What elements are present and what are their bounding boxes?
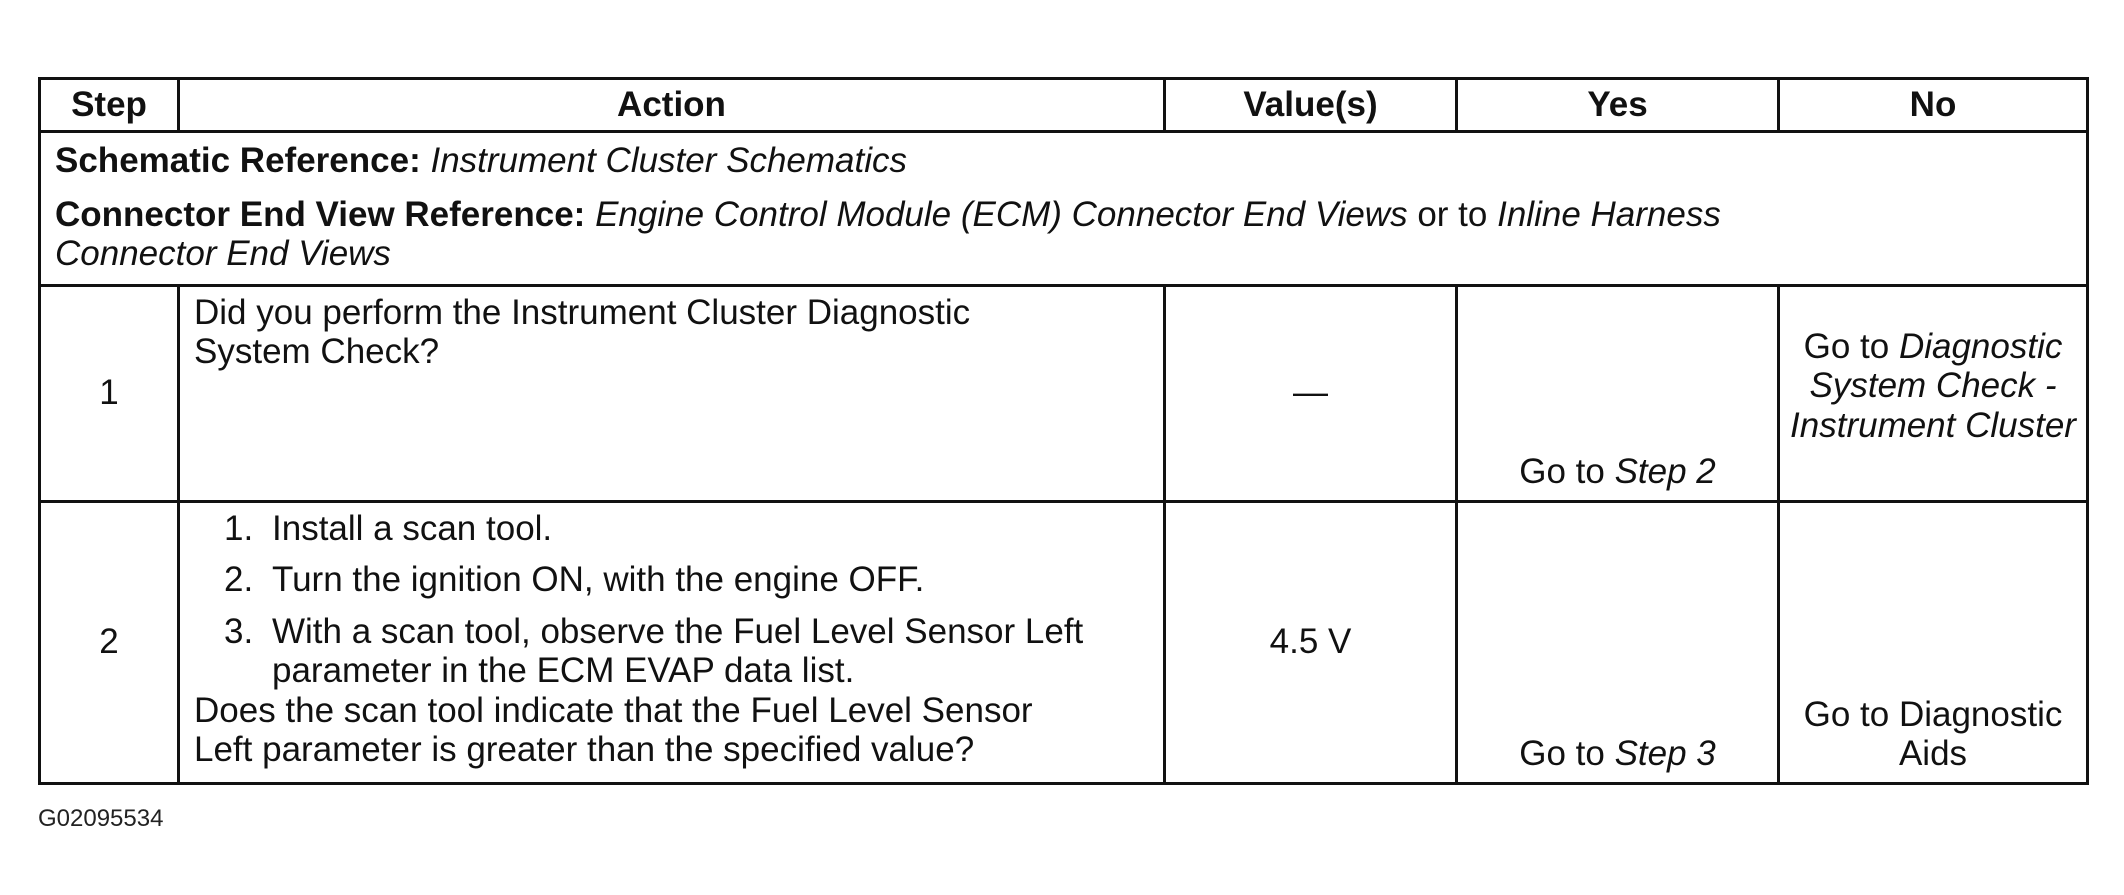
schematic-reference [55, 141, 2072, 181]
diagnostic-table [38, 77, 2089, 785]
yes-prefix: Go to [1519, 734, 1605, 774]
yes-target: Step 2 [1614, 452, 1716, 492]
connector-reference-value-1: Engine Control Module (ECM) Connector End Views [595, 194, 1408, 234]
table-row [40, 285, 2088, 501]
action-text [179, 501, 1165, 783]
schematic-reference-value: Instrument Cluster Schematics [430, 141, 908, 180]
connector-reference-value-2: Inline Harness Connector End Views [55, 194, 1721, 274]
header-no: No [1779, 79, 2088, 132]
step-number: 2 [40, 501, 179, 783]
action-text [179, 285, 1165, 501]
references-row [40, 132, 2088, 286]
references-cell [40, 132, 2088, 286]
list-item [194, 612, 1149, 691]
header-yes: Yes [1457, 79, 1779, 132]
header-step: Step [40, 79, 179, 132]
no-cell [1779, 501, 2088, 783]
connector-reference [55, 195, 2072, 274]
list-item [194, 509, 1149, 549]
substep-text: Install a scan tool. [272, 508, 553, 548]
yes-prefix: Go to [1519, 452, 1605, 492]
no-text: Go to Diagnostic Aids [1803, 694, 2063, 774]
value-cell: — [1165, 285, 1457, 501]
schematic-reference-label: Schematic Reference: [55, 141, 421, 180]
connector-reference-joiner: or to [1417, 194, 1488, 234]
substep-number: 1. [224, 508, 254, 548]
table-row [40, 501, 2088, 783]
diagnostic-table-container [38, 77, 2086, 785]
step-number: 1 [40, 285, 179, 501]
yes-target: Step 3 [1614, 734, 1716, 774]
list-item [194, 560, 1149, 600]
no-target: Diagnostic System Check - Instrument Cluster [1790, 326, 2076, 445]
no-cell [1779, 285, 2088, 501]
action-question: Did you perform the Instrument Cluster Diagnostic System Check? [194, 292, 971, 372]
header-row [40, 79, 2088, 132]
figure-id: G02095534 [38, 805, 164, 832]
yes-cell [1457, 285, 1779, 501]
value-cell: 4.5 V [1165, 501, 1457, 783]
substep-text: Turn the ignition ON, with the engine OFF. [272, 560, 925, 600]
substep-list [194, 509, 1149, 691]
action-question: Does the scan tool indicate that the Fuel Level Sensor Left parameter is greater than the specified value? [194, 690, 1033, 770]
no-prefix: Go to [1803, 326, 1890, 366]
header-action: Action [179, 79, 1165, 132]
header-values: Value(s) [1165, 79, 1457, 132]
connector-reference-label: Connector End View Reference: [55, 194, 586, 234]
yes-cell [1457, 501, 1779, 783]
substep-text: With a scan tool, observe the Fuel Level Sensor Left parameter in the ECM EVAP data list. [272, 611, 1084, 691]
substep-number: 2. [224, 560, 254, 600]
substep-number: 3. [224, 611, 254, 651]
